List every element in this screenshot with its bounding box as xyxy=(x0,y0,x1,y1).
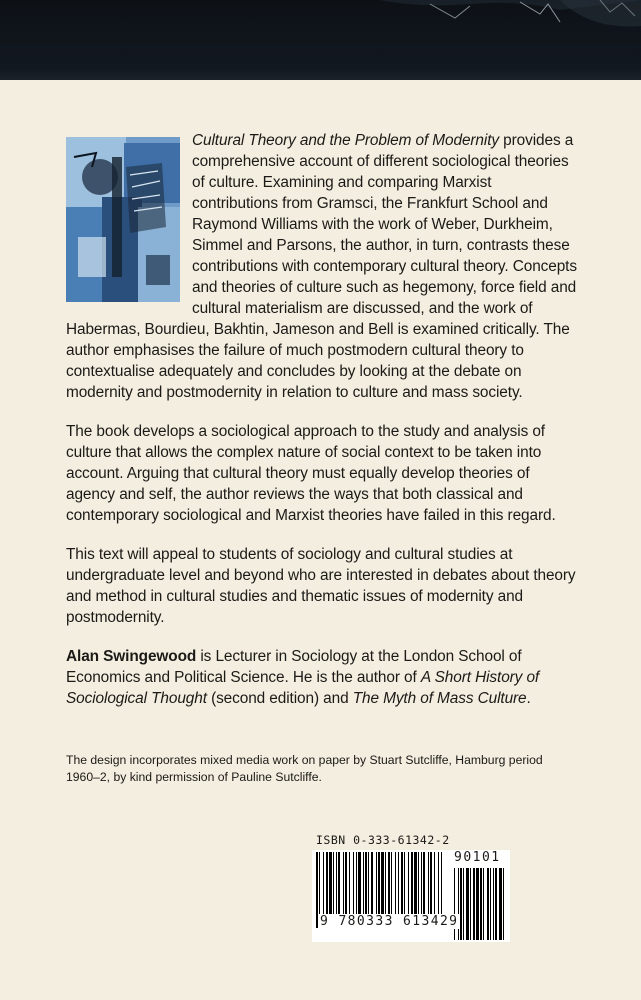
barcode-bar xyxy=(371,852,373,914)
author-name: Alan Swingewood xyxy=(66,648,197,665)
barcode-addon-bar xyxy=(490,868,491,940)
cover-top-artwork-band xyxy=(0,0,641,80)
author-bio-paragraph xyxy=(66,646,578,709)
barcode-addon-bar xyxy=(458,868,459,940)
approach-paragraph: The book develops a sociological approach to the study and analysis of culture that allows the complex nature of social context to be taken into account. Arguing that cultural theory must equally develop theories of agency and self, the author reviews the ways that both classical and contemporary sociological and Marxist theories have failed in this regard. xyxy=(66,423,556,524)
barcode-addon-bar xyxy=(463,868,464,940)
barcode-addon-bar xyxy=(483,868,484,940)
barcode-bar xyxy=(395,852,396,914)
audience-paragraph: This text will appeal to students of sociology and cultural studies at undergraduate level and beyond who are interested in debates about theory and method in cultural studies and thematic issues of modernity and postmodernity. xyxy=(66,546,576,626)
barcode-addon-bar xyxy=(473,868,475,940)
barcode-bar xyxy=(404,852,405,914)
barcode-ean-digits: 9 780333 613429 xyxy=(320,914,459,929)
barcode-bar xyxy=(358,852,361,914)
barcode-bar xyxy=(398,852,399,914)
author-book-title-1: A Short History of Sociological Thought xyxy=(66,669,540,707)
author-bio-end: . xyxy=(526,690,531,707)
barcode-bar xyxy=(385,852,386,914)
barcode-addon-bar xyxy=(503,868,504,940)
barcode-addon-bar xyxy=(454,868,455,940)
barcode-bar xyxy=(368,852,369,914)
author-bio-mid-text: (second edition) and xyxy=(206,690,353,707)
barcode-bar xyxy=(401,852,403,914)
barcode-bar xyxy=(326,852,328,914)
cover-design-credit: The design incorporates mixed media work on paper by Stuart Sutcliffe, Hamburg period 1960–2, by kind permission of Pauline Sutcliffe. xyxy=(66,753,543,784)
barcode-bar xyxy=(411,852,413,914)
barcode-addon-bar xyxy=(476,868,479,940)
barcode-addon-bar xyxy=(487,868,489,940)
barcode-bar xyxy=(421,852,422,914)
top-band-texture xyxy=(0,0,641,80)
barcode-bar xyxy=(365,852,367,914)
barcode-addon-bar xyxy=(495,868,497,940)
back-cover-blurb xyxy=(66,130,578,727)
isbn-label: ISBN 0-333-61342-2 xyxy=(316,833,450,847)
barcode-bar xyxy=(363,852,364,914)
barcode-bar xyxy=(376,852,377,914)
barcode-bar xyxy=(353,852,354,914)
barcode-bar xyxy=(329,852,332,914)
barcode-bar xyxy=(388,852,390,914)
barcode-bar xyxy=(423,852,425,914)
barcode-bar xyxy=(428,852,429,914)
barcode-bar xyxy=(418,852,419,914)
barcode-addon-bar xyxy=(493,868,494,940)
barcode-addon-bar xyxy=(499,868,502,940)
barcode-bar xyxy=(349,852,350,914)
author-bio-text: is Lecturer in Sociology at the London School of Economics and Political Science. He is the author of xyxy=(66,648,522,686)
barcode-addon-bar xyxy=(470,868,471,940)
barcode-addon-bar xyxy=(480,868,482,940)
barcode-bar xyxy=(338,852,340,914)
barcode-bar xyxy=(333,852,334,914)
barcode-addon-bar xyxy=(466,868,469,940)
barcode-addon-digits: 90101 xyxy=(454,850,501,865)
barcode-bar xyxy=(434,852,435,914)
barcode-bar xyxy=(430,852,432,914)
artwork-text-wrap-spacer xyxy=(66,130,192,302)
barcode-bar xyxy=(356,852,357,914)
barcode-bar xyxy=(391,852,392,914)
book-title: Cultural Theory and the Problem of Modernity xyxy=(192,132,499,149)
barcode-bar xyxy=(336,852,337,914)
author-book-title-2: The Myth of Mass Culture xyxy=(352,690,527,707)
barcode-addon-bar xyxy=(460,868,462,940)
barcode-bar xyxy=(323,852,324,914)
barcode-bar xyxy=(408,852,409,914)
barcode-bar xyxy=(343,852,344,914)
barcode-bar xyxy=(414,852,417,914)
barcode-bar xyxy=(345,852,347,914)
intro-text: provides a comprehensive account of different sociological theories of culture. Examining and comparing Marxist contributions from Gramsci, the Frankfurt School and Raymond Williams with the work of Weber, Durkheim, Simmel and Parsons, the author, in turn, contrasts these contributions with contemporary cultural theory. Concepts and theories of culture such as hegemony, force field and cultural materialism are discussed, and the work of Habermas, Bourdieu, Bakhtin, Jameson and Bell is examined critically. The author emphasises the failure of much postmodern cultural theory to contextualise adequately and concludes by looking at the debate on modernity and postmodernity in relation to culture and mass society. xyxy=(66,132,577,401)
